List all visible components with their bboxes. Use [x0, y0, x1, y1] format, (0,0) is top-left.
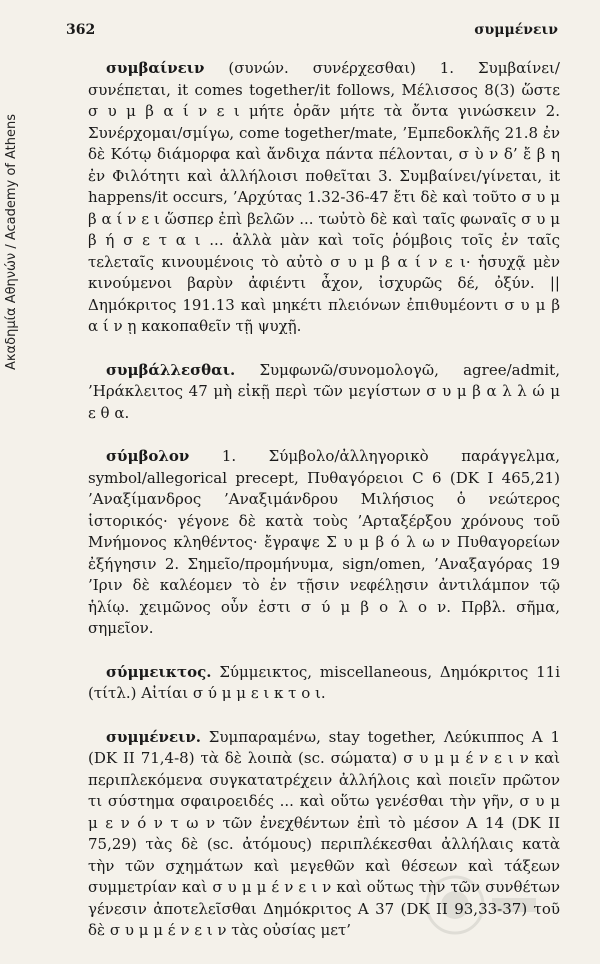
- dictionary-entry: [88, 360, 560, 425]
- entry-text: (συνών. συνέρχεσθαι) 1. Συμβαίνει/συνέπεται, it comes together/it follows, Μέλισσος 8(3) ὥστε σ υ μ β α ί ν ε ι μήτε ὁρᾶν μήτε τὰ ὄντα γινώσκειν 2. Συνέρχομαι/σμίγω, come together/mate, ’Εμπεδοκλῆς 21.8 ἐν δὲ Κότῳ διάμορφα καὶ ἄνδιχα πάντα πέλονται, σ ὺ ν δ’ ἔ β η ἐν Φιλότητι καὶ ἀλλήλοισι ποθεῖται 3. Συμβαίνει/γίνεται, it happens/it occurs, ’Αρχύτας 1.32-36-47 ἔτι δὲ καὶ τοῦτο σ υ μ β α ί ν ε ι ὥσπερ ἐπὶ βελῶν ... τωὐτὸ δὲ καὶ ταῖς φωναῖς σ υ μ β ή σ ε τ α ι ... ἀλλὰ μὰν καὶ τοῖς ῥόμβοις τοῖς ἐν ταῖς τελεταῖς κινουμένοις τὸ αὐτὸ σ υ μ β α ί ν ε ι· ἡσυχᾷ μὲν κινούμενοι βαρὺν ἀφιέντι ἆχον, ἰσχυρῶς δέ, ὀξύν. || Δημόκριτος 191.13 καὶ μηκέτι πλειόνων ἐπιθυμέοντι σ υ μ β α ί ν ῃ κακοπαθεῖν τῇ ψυχῇ.: [88, 59, 560, 335]
- entry-text: Συμπαραμένω, stay together, Λεύκιππος A 1 (DK II 71,4-8) τὰ δὲ λοιπὰ (sc. σώματα) σ υ μ μ έ ν ε ι ν καὶ περιπλεκόμενα συγκατατρέχειν ἀλλήλοις καὶ ποιεῖν πρῶτον τι σύστημα σφαιροειδές ... καὶ οὕτω γενέσθαι τὴν γῆν, σ υ μ μ ε ν ό ν τ ω ν τῶν ἐνεχθέντων ἐπὶ τὸ μέσον A 14 (DK II 75,29) τὰς δὲ (sc. ἀτόμους) περιπλέκεσθαι ἀλλήλαις κατὰ τὴν τῶν σχημάτων καὶ μεγεθῶν καὶ θέσεων καὶ τάξεων συμμετρίαν καὶ σ υ μ μ έ ν ε ι ν καὶ οὕτως τὴν τῶν συνθέτων γένεσιν ἀποτελεῖσθαι Δημόκριτος A 37 (DK II 93,33-37) τοῦ δὲ σ υ μ μ έ ν ε ι ν τὰς οὐσίας μετ’: [88, 727, 560, 939]
- entry-lemma: συμμένειν.: [106, 727, 201, 746]
- dictionary-entry: [88, 446, 560, 640]
- entry-lemma: συμβάλλεσθαι.: [106, 360, 236, 379]
- archive-side-label-text: Ακαδημία Αθηνών / Academy of Athens: [4, 113, 19, 370]
- dictionary-entry: [88, 662, 560, 705]
- entry-lemma: σύμβολον: [106, 447, 190, 465]
- entry-text: Σύμμεικτος, miscellaneous, Δημόκριτος 11i (τίτλ.) Αἰτίαι σ ύ μ μ ε ι κ τ ο ι.: [88, 662, 560, 702]
- entry-lemma: σύμμεικτος.: [106, 662, 212, 681]
- page-number: 362: [66, 22, 96, 38]
- dictionary-entry: [88, 58, 560, 338]
- archive-side-label: [2, 40, 24, 370]
- entry-lemma: συμβαίνειν: [106, 59, 205, 77]
- entry-text: 1. Σύμβολο/ἀλληγορικὸ παράγγελμα, symbol/allegorical precept, Πυθαγόρειοι C 6 (DK I 465,21) ’Αναξίμανδρος ’Αναξιμάνδρου Μιλήσιος ὁ νεώτερος ἱστορικός· γέγονε δὲ κατὰ τοὺς ’Αρταξέρξου χρόνους τοῦ Μνήμονος κληθέντος· ἔγραψε Σ υ μ β ό λ ω ν Πυθαγορείων ἐξήγησιν 2. Σημεῖο/προμήνυμα, sign/omen, ’Αναξαγόρας 19 ’Ιριν δὲ καλέομεν τὸ ἐν τῇσιν νεφέλῃσιν ἀντιλάμπον τῷ ἡλίῳ. χειμῶνος οὖν ἐστι σ ύ μ β ο λ ο ν. Πρβλ. σῆμα, σημεῖον.: [88, 447, 560, 637]
- entry-text: Συμφωνῶ/συνομολογῶ, agree/admit, ’Ηράκλειτος 47 μὴ εἰκῇ περὶ τῶν μεγίστων σ υ μ β α λ λ ώ μ ε θ α.: [88, 360, 560, 422]
- running-head: συμμένειν: [474, 22, 558, 38]
- page-header: [66, 22, 558, 44]
- dictionary-body: [88, 58, 560, 964]
- watermark-seal: [420, 870, 540, 940]
